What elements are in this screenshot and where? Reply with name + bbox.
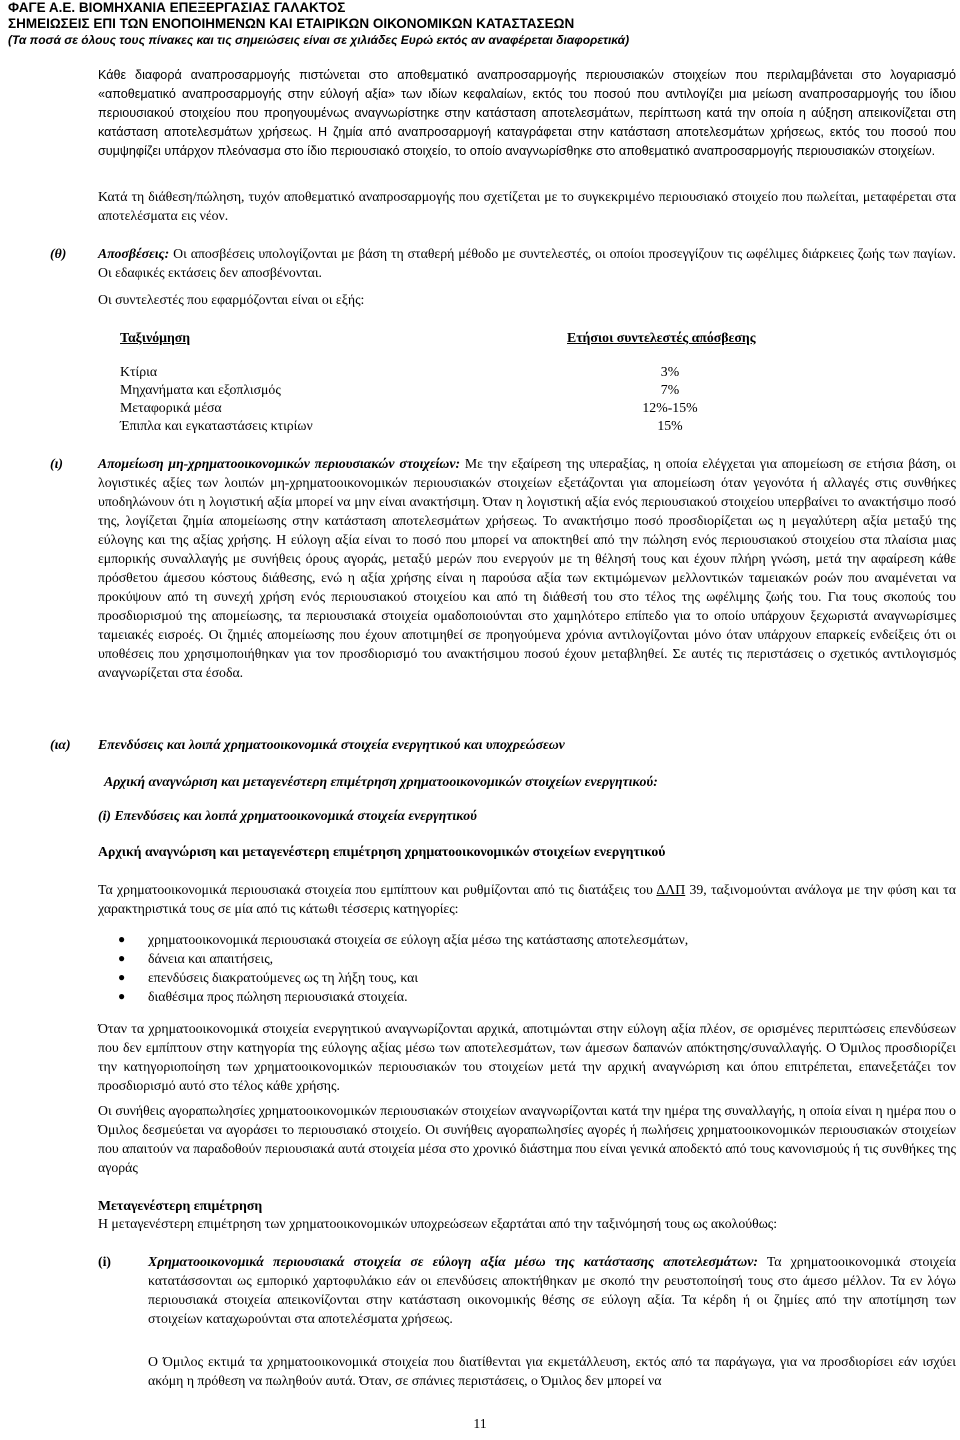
classification-text: Τα χρηματοοικονομικά περιουσιακά στοιχεία που εμπίπτουν και ρυθμίζονται από τις διατάξεις του — [98, 882, 657, 897]
disposal-paragraph: Κατά τη διάθεση/πώληση, τυχόν αποθεματικό αναπροσαρμογής που σχετίζεται με το συγκεκριμένο περιουσιακό στοιχείο που πωλείται, μεταφέρεται στα αποτελέσματα εις νέον. — [98, 189, 956, 223]
initial-recognition-subtitle: Αρχική αναγνώριση και μεταγενέστερη επιμέτρηση χρηματοοικονομικών στοιχείων ενεργητικού: — [104, 774, 658, 789]
section-marker-ia: (ια) — [50, 737, 71, 752]
fvtpl-title: Χρηματοοικονομικά περιουσιακά στοιχεία σε εύλογη αξία μέσω της κατάστασης αποτελεσμάτων: — [148, 1254, 758, 1269]
rate-row-value: 7% — [660, 382, 680, 397]
depreciation-text: Οι αποσβέσεις υπολογίζονται με βάση τη σταθερή μέθοδο με συντελεστές, οι οποίοι προσεγγίζουν τις ωφέλιμες διάρκειες ζωής των παγίων. Οι εδαφικές εκτάσεις δεν αποσβένονται. — [98, 246, 956, 280]
revaluation-paragraph: Κάθε διαφορά αναπροσαρμογής πιστώνεται στο αποθεματικό αναπροσαρμογής περιουσιακών στοιχείων που περιλαμβάνεται στο λογαριασμό «αποθεματικό αναπροσαρμογής στην εύλογή αξία» των ιδίων κεφαλαίων, εκτός του ποσού που αντιλογίζει μια μείωση αναπροσαρμογής του ίδιου περιουσιακού στοιχείου που προηγουμένως αναγνωρίστηκε στην κατάσταση αποτελεσμάτων, περίπτωση κατά την οποία η αύξηση απεικονίζεται στη κατάσταση αποτελεσμάτων χρήσεως. Η ζημία από αναπροσαρμογή καταγράφεται στην κατάσταση αποτελεσμάτων χρήσεως, εκτός του ποσού που συμψηφίζει υπάρχον πλεόνασμα στο ίδιο περιουσιακό στοιχείο, το οποίο αναγνωρίσθηκε στο αποθεματικό αναπροσαρμογής περιουσιακών στοιχείων. — [98, 68, 956, 158]
rates-intro: Οι συντελεστές που εφαρμόζονται είναι οι εξής: — [98, 292, 365, 307]
subsequent-measurement-text: Η μεταγενέστερη επιμέτρηση των χρηματοοικονομικών υποχρεώσεων εξαρτάται από την ταξινόμησή τους ως ακολούθως: — [98, 1216, 778, 1231]
rate-row-label: Έπιπλα και εγκαταστάσεις κτιρίων — [120, 418, 313, 433]
depreciation-paragraph — [98, 244, 956, 282]
rates-col-rate: Ετήσιοι συντελεστές απόσβεσης — [567, 330, 756, 345]
rate-row-value: 3% — [660, 364, 680, 379]
amounts-note: (Τα ποσά σε όλους τους πίνακες και τις σημειώσεις είναι σε χιλιάδες Ευρώ εκτός αν αναφέρεται διαφορετικά) — [8, 33, 630, 47]
fvtpl-text: Τα χρηματοοικονομικά στοιχεία κατατάσσονται ως εμπορικό χαρτοφυλάκιο εάν οι επενδύσεις αποκτήθηκαν με σκοπό την ρευστοποίησή τους στο άμεσο μέλλον. Τα εν λόγω περιουσιακά στοιχεία απεικονίζονται στην κατάσταση οικονομικής θέσης σε εύλογη αξία. Τα κέρδη ή οι ζημίες από την αποτίμηση των στοιχείων καταχωρούνται στα αποτελέσματα χρήσεως. — [148, 1254, 957, 1326]
bullet-icon: ● — [118, 989, 126, 1003]
list-item: δάνεια και απαιτήσεις, — [148, 951, 274, 966]
section-marker-theta: (θ) — [50, 246, 67, 261]
rate-row-value: 15% — [657, 418, 683, 433]
rates-col-class: Ταξινόμηση — [120, 330, 191, 345]
initial-recognition-heading: Αρχική αναγνώριση και μεταγενέστερη επιμέτρηση χρηματοοικονομικών στοιχείων ενεργητικού — [98, 844, 666, 859]
document-title: ΣΗΜΕΙΩΣΕΙΣ ΕΠΙ ΤΩΝ ΕΝΟΠΟΙΗΜΕΝΩΝ ΚΑΙ ΕΤΑΙΡΙΚΩΝ ΟΙΚΟΝΟΜΙΚΩΝ ΚΑΤΑΣΤΑΣΕΩΝ — [8, 16, 575, 31]
item-marker-i: (i) — [98, 1254, 112, 1269]
depreciation-title: Αποσβέσεις: — [98, 246, 170, 261]
investments-subtitle: (i) Επενδύσεις και λοιπά χρηματοοικονομικά στοιχεία ενεργητικού — [98, 808, 477, 823]
list-item: διαθέσιμα προς πώληση περιουσιακά στοιχεία. — [148, 989, 408, 1004]
classification-paragraph — [98, 880, 956, 918]
impairment-text: Με την εξαίρεση της υπεραξίας, η οποία ελέγχεται για απομείωση σε ετήσια βάση, οι λογιστικές αξίες των λοιπών μη-χρηματοοικονομικών περιουσιακών στοιχείων εξετάζονται για απομείωση όταν γεγονότα ή αλλαγές στις συνθήκες υποδηλώνουν ότι η λογιστική αξία μπορεί να μην είναι ανακτήσιμη. Όταν η λογιστική αξία ενός περιουσιακού στοιχείου υπερβαίνει το ανακτήσιμο ποσό της, λογίζεται ζημία απομείωσης στην κατάσταση αποτελεσμάτων χρήσεως. Το ανακτήσιμο ποσό προσδιορίζεται ως η μεγαλύτερη αξία μεταξύ της εύλογης και της αξίας χρήσης. Η εύλογη αξία είναι το ποσό που μπορεί να αποκτηθεί από την πώληση ενός περιουσιακού στοιχείου στα πλαίσια μιας εμπορικής συναλλαγής με συνήθεις όρους αγοράς, μεταξύ μερών που ενεργούν με τη θέλησή τους και έχουν πλήρη γνώση, μετά την αφαίρεση κάθε πρόσθετου άμεσου κόστους διάθεσης, ενώ η αξία χρήσης είναι η παρούσα αξία των εκτιμώμενων μελλοντικών ταμειακών ροών που αναμένεται να προκύψουν από τη συνεχή χρήση ενός περιουσιακού στοιχείου και από τη διάθεσή του στο τέλος της ωφέλιμης ζωής του. Για τους σκοπούς του προσδιορισμού της απομείωσης, τα περιουσιακά στοιχεία ομαδοποιούνται στο χαμηλότερο επίπεδο για το οποίο υπάρχουν ξεχωριστά αναγνωρίσιμες ταμειακές εισροές. Οι ζημιές απομείωσης που έχουν αποτιμηθεί σε προηγούμενα χρόνια αντιλογίζονται μόνο όταν υπάρχουν επαρκείς ενδείξεις ότι οι υποθέσεις που χρησιμοποιήθηκαν για τον προσδιορισμό του ανακτήσιμου ποσού έχουν μεταβληθεί. Σε αυτές τις περιστάσεις ο σχετικός αντιλογισμός αναγνωρίζεται στα έσοδα. — [98, 456, 956, 680]
list-item: χρηματοοικονομικά περιουσιακά στοιχεία σε εύλογη αξία μέσω της κατάστασης αποτελεσμάτων, — [148, 932, 689, 947]
initial-measurement-paragraph: Όταν τα χρηματοοικονομικά στοιχεία ενεργητικού αναγνωρίζονται αρχικά, αποτιμώνται στην εύλογη αξία πλέον, σε ορισμένες περιπτώσεις επενδύσεων που δεν εμπίπτουν στην κατηγορία της εύλογης αξίας μέσω των αποτελεσμάτων, των άμεσων δαπανών απόκτησης/συναλλαγής. Ο Όμιλος προσδιορίζει την κατηγοριοποίηση των χρηματοοικονομικών περιουσιακών του στοιχείων μετά την αρχική αναγνώριση και όπου επιτρέπεται, επανεξετάζει τον προσδιορισμό αυτό στο τέλος κάθε χρήσης. — [98, 1021, 956, 1093]
rate-row-value: 12%-15% — [642, 400, 698, 415]
rate-row-label: Μηχανήματα και εξοπλισμός — [120, 382, 281, 397]
fvtpl-paragraph — [148, 1252, 956, 1328]
regular-purchases-paragraph: Οι συνήθεις αγοραπωλησίες χρηματοοικονομικών περιουσιακών στοιχείων αναγνωρίζονται κατά την ημέρα της συναλλαγής, η οποία είναι η ημέρα που ο Όμιλος δεσμεύεται να αγοράσει το περιουσιακό στοιχείο. Οι συνήθεις αγοραπωλησίες αγορές ή πωλήσεις χρηματοοικονομικών περιουσιακών στοιχείων που απαιτούν να παραδοθούν περιουσιακά αυτά στοιχεία μέσα στο χρονικό διάστημα που είναι γενικά αποδεκτό από τους κανονισμούς ή τις συνθήκες της αγοράς — [98, 1103, 956, 1175]
bullet-icon: ● — [118, 951, 126, 965]
company-name: ΦΑΓΕ Α.Ε. ΒΙΟΜΗΧΑΝΙΑ ΕΠΕΞΕΡΓΑΣΙΑΣ ΓΑΛΑΚΤΟΣ — [8, 0, 346, 15]
bullet-icon: ● — [118, 970, 126, 984]
rate-row-label: Μεταφορικά μέσα — [120, 400, 222, 415]
section-marker-iota: (ι) — [50, 456, 64, 471]
list-item: επενδύσεις διακρατούμενες ως τη λήξη τους, και — [148, 970, 419, 985]
subsequent-measurement-title: Μεταγενέστερη επιμέτρηση — [98, 1198, 263, 1213]
ias-reference: ΔΛΠ — [656, 882, 686, 897]
fvtpl-second-paragraph: Ο Όμιλος εκτιμά τα χρηματοοικονομικά στοιχεία που διατίθενται για εκμετάλλευση, εκτός από τα παράγωγα, για να προσδιορίσει εάν ισχύει ακόμη η πρόθεση να πωληθούν αυτά. Όταν, σε σπάνιες περιστάσεις, ο Όμιλος δεν μπορεί να — [148, 1354, 956, 1388]
bullet-icon: ● — [118, 932, 126, 946]
document-header — [8, 0, 948, 48]
impairment-title: Απομείωση μη-χρηματοοικονομικών περιουσιακών στοιχείων: — [98, 456, 461, 471]
investments-title: Επενδύσεις και λοιπά χρηματοοικονομικά στοιχεία ενεργητικού και υποχρεώσεων — [98, 737, 565, 752]
rate-row-label: Κτίρια — [120, 364, 158, 379]
page-number: 11 — [473, 1416, 487, 1431]
impairment-paragraph — [98, 454, 956, 682]
classification-text-cont: 39, ταξινομούνται ανάλογα με την φύση και τα χαρακτηριστικά τους σε μία από τις κάτωθι τέσσερις κατηγορίες: — [98, 882, 957, 916]
